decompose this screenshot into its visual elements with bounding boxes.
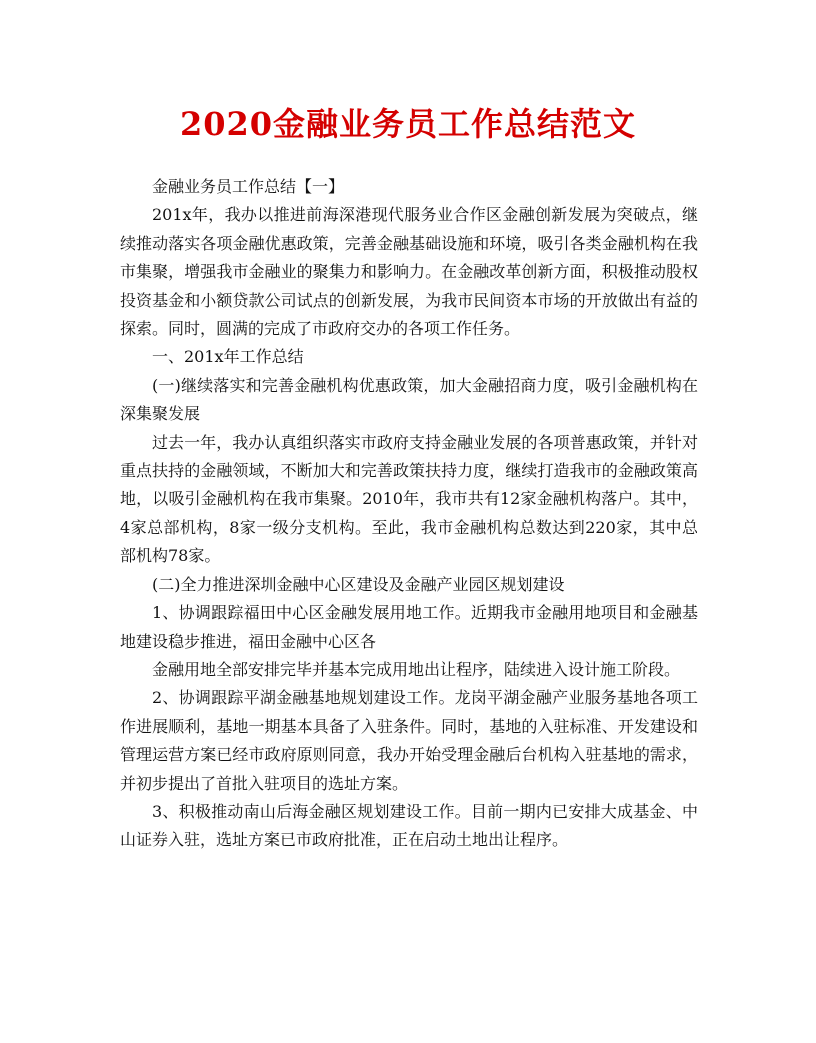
subsection-heading: (二)全力推进深圳金融中心区建设及金融产业园区规划建设: [152, 574, 565, 594]
paragraph: 金融用地全部安排完毕并基本完成用地出让程序，陆续进入设计施工阶段。: [152, 659, 681, 679]
paragraph: 1、协调跟踪福田中心区金融发展用地工作。近期我市金融用地项目和金融基地建设稳步推进，福田金融中心区各: [120, 603, 698, 651]
document-body: [120, 173, 698, 855]
section-heading: 一、201x年工作总结: [152, 347, 304, 367]
subsection-heading: (一)继续落实和完善金融机构优惠政策，加大金融招商力度，吸引金融机构在深集聚发展: [120, 375, 698, 424]
paragraph: 2、协调跟踪平湖金融基地规划建设工作。龙岗平湖金融产业服务基地各项工作进展顺利，基地一期基本具备了入驻条件。同时，基地的入驻标准、开发建设和管理运营方案已经市政府原则同意，我办开始受理金融后台机构入驻基地的需求，并初步提出了首批入驻项目的选址方案。: [120, 688, 698, 793]
section-heading: 金融业务员工作总结【一】: [152, 177, 345, 196]
document-title: 2020金融业务员工作总结范文: [179, 105, 637, 143]
paragraph: 过去一年，我办认真组织落实市政府支持金融业发展的各项普惠政策，并针对重点扶持的金融领域，不断加大和完善政策扶持力度，继续打造我市的金融政策高地，以吸引金融机构在我市集聚。2010年，我市共有12家金融机构落户。其中，4家总部机构，8家一级分支机构。至此，我市金融机构总数达到220家，其中总部机构78家。: [120, 432, 698, 566]
paragraph: 3、积极推动南山后海金融区规划建设工作。目前一期内已安排大成基金、中山证券入驻，选址方案已市政府批准，正在启动土地出让程序。: [120, 801, 698, 850]
paragraph: 201x年，我办以推进前海深港现代服务业合作区金融创新发展为突破点，继续推动落实各项金融优惠政策，完善金融基础设施和环境，吸引各类金融机构在我市集聚，增强我市金融业的聚集力和影响力。在金融改革创新方面，积极推动股权投资基金和小额贷款公司试点的创新发展，为我市民间资本市场的开放做出有益的探索。同时，圆满的完成了市政府交办的各项工作任务。: [120, 205, 698, 339]
